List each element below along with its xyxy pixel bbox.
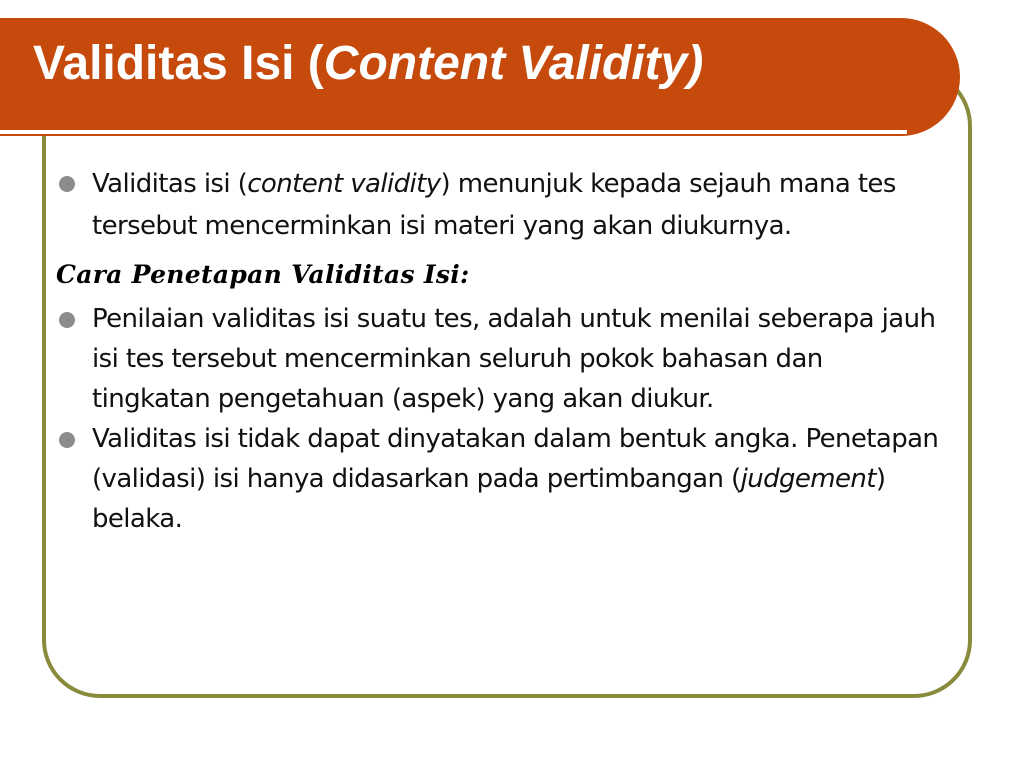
bullet-text: Validitas isi (: [92, 169, 248, 199]
title-underline: [0, 130, 907, 134]
slide-body: [56, 163, 946, 539]
bullet-italic-text: content validity: [247, 169, 441, 199]
bullet-assessment: [56, 299, 946, 419]
title-plain: Validitas Isi (: [33, 37, 324, 90]
bullet-text: ) menunjuk kepada sejauh mana tes tersebut mencerminkan isi materi yang akan diukurnya.: [92, 169, 896, 241]
section-heading: Cara Penetapan Validitas Isi:: [56, 260, 470, 289]
title-italic: Content Validity): [323, 37, 704, 90]
bullet-text: Penilaian validitas isi suatu tes, adalah untuk menilai seberapa jauh isi tes tersebut mencerminkan seluruh pokok bahasan dan tingkatan pengetahuan (aspek) yang akan diukur.: [92, 304, 936, 414]
bullet-text: ) belaka.: [92, 464, 886, 534]
bullet-text: Validitas isi tidak dapat dinyatakan dalam bentuk angka. Penetapan (validasi) isi hanya didasarkan pada pertimbangan (: [92, 424, 939, 494]
bullet-not-numeric: [56, 419, 946, 539]
bullet-dot-icon: [59, 312, 75, 328]
bullet-italic-text: judgement: [740, 464, 876, 494]
bullet-dot-icon: [59, 432, 75, 448]
bullet-dot-icon: [59, 176, 75, 192]
slide-title: [33, 37, 704, 90]
bullet-content-validity-definition: [56, 163, 946, 247]
